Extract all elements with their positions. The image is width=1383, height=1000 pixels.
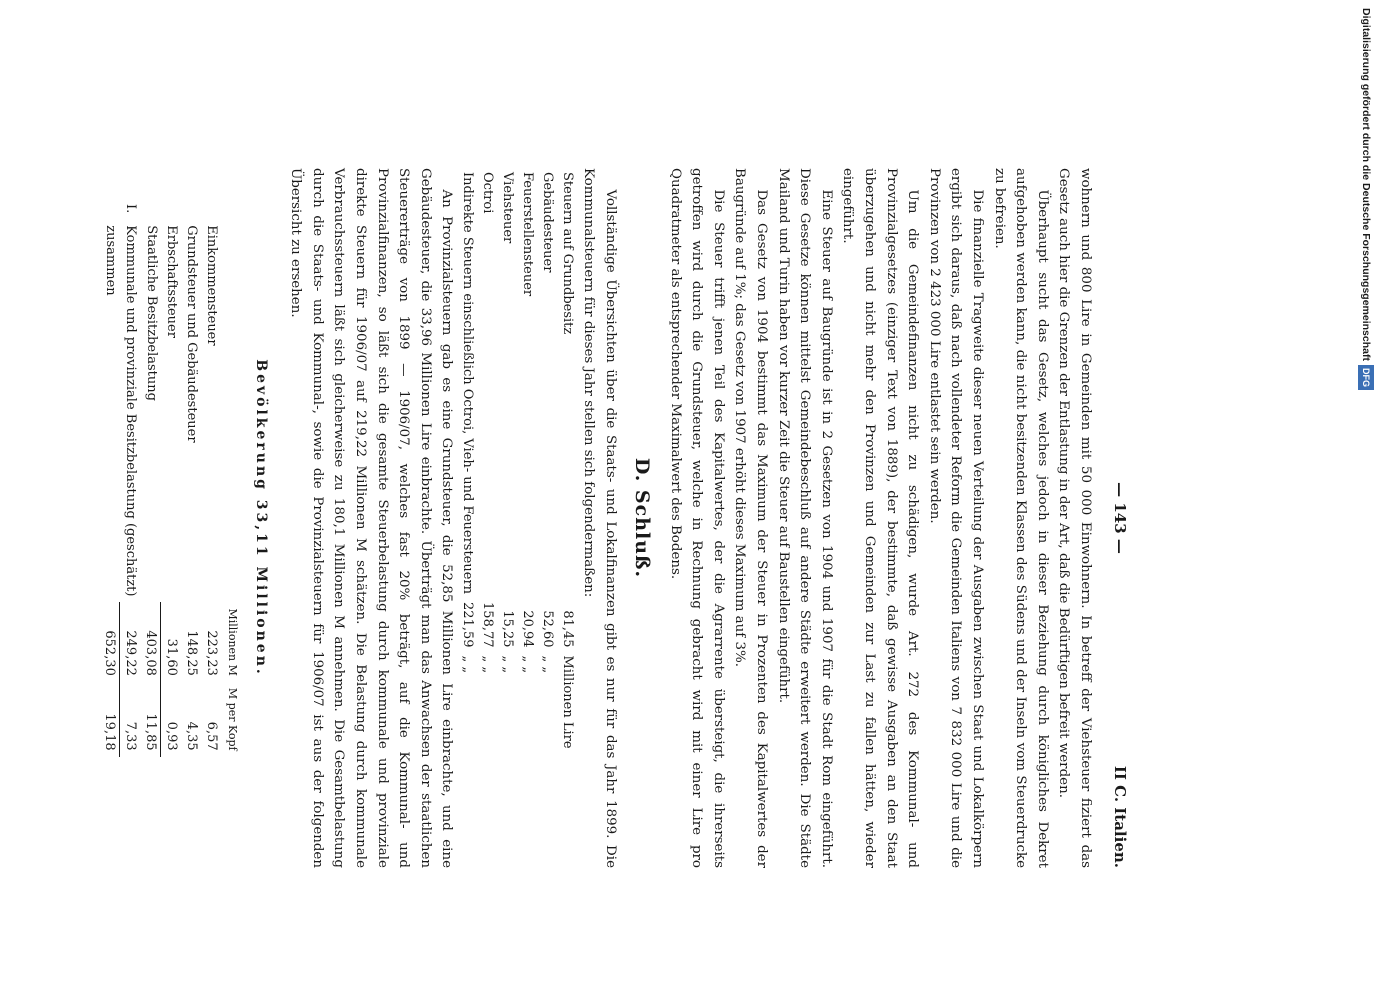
table-row — [161, 198, 182, 757]
row-unit: „ „ — [540, 655, 556, 674]
row-label: Steuern auf Grundbesitz — [560, 172, 576, 335]
row-prefix — [161, 198, 182, 219]
row-label: Einkommensteuer — [204, 225, 220, 346]
row-value: 221,59 — [460, 602, 476, 648]
column-header: M per Kopf — [226, 687, 239, 751]
table-row — [457, 168, 477, 753]
row-label: zusammen — [102, 225, 118, 296]
table-row — [140, 198, 161, 757]
paragraph: Das Gesetz von 1904 bestimmt das Maximum der Steuer in Prozenten des Kapitalwertes der Baugründe auf 1%; das Gesetz von 1907 erhöht dieses Maximum auf 3%. — [732, 168, 770, 868]
document-page — [102, 168, 1130, 868]
table-row — [537, 168, 557, 753]
row-label: Feuerstellensteuer — [520, 172, 536, 297]
section-heading: D. Schluß. — [631, 457, 654, 579]
paragraph: Vollständige Übersichten über die Staats- und Lokalfinanzen gibt es nur für das Jahr 1899. Die Kommunalsteuern für dieses Jahr stellen sich folgendermaßen: — [580, 168, 618, 868]
row-label: Erbschaftssteuer — [164, 225, 180, 338]
row-per-head: 7,33 — [123, 721, 139, 751]
paragraph: Die finanzielle Tragweite dieser neuen Verteilung der Ausgaben zwischen Staat und Lokalkörpern ergibt sich daraus, daß nach vollendeter Reform die Gemeinden Italiens von 7 832 000 Lire und die Provinzen von 2 423 000 Lire entlastet sein werden. — [926, 168, 986, 868]
row-prefix: I. — [123, 204, 139, 214]
row-label: Gebäudesteuer — [540, 172, 556, 273]
row-unit: „ „ — [480, 655, 496, 674]
row-value: 81,45 — [560, 610, 576, 648]
paragraph: An Provinzialsteuern gab es eine Grundsteuer, die 52,85 Millionen Lire einbrachte, und eine Gebäudesteuer, die 33,96 Millionen Lire einbrachte. Überträgt man das Anwachsen der staatlichen Steuererträge von 1899 — 1906/07, welches fast 20% beträgt, auf die Kommunal- und Provinzialfinanzen, so läßt sich die gesamte Steuerbelastung durch kommunale und provinziale direkte Steuern für 1906/07 auf 219,22 Millionen M schätzen. Die Belastung durch kommunale Verbrauchssteuern läßt sich gleicherweise zu 180,1 Millionen M annehmen. Die Gesamtbelastung durch die Staats- und Kommunal-, sowie die Provinzialsteuern für 1906/07 ist aus der folgenden Übersicht zu ersehen. — [288, 168, 455, 868]
paragraph: Die Steuer trifft jenen Teil des Kapitalwertes, der die Agrarrente übersteigt, die ihrerseits getroffen wird durch die Grundsteuer, welche in Rechnung gebracht wird mit einer Lire pro Quadratmeter als entsprechender Maximalwert des Bodens. — [667, 168, 726, 868]
table-row — [557, 168, 577, 753]
paragraph: Überhaupt sucht das Gesetz, welches jedoch in dieser Beziehung durch königliches Dekret aufgehoben werden kann, die nicht besitzenden Klassen des Südens und der Inseln vom Steuerdrucke zu befreien. — [991, 168, 1050, 868]
paragraph: Eine Steuer auf Baugründe ist in 2 Gesetzen von 1904 und 1907 für die Stadt Rom eingeführt. Diese Gesetze können mittelst Gemeindebeschluß auf andere Städte erweitert werden. Die Städte Mailand und Turin haben vor kurzer Zeit die Steuer auf Baustellen eingeführt. — [775, 168, 834, 868]
communal-tax-table — [457, 168, 577, 753]
row-label: Viehsteuer — [500, 172, 516, 244]
row-value: 15,25 — [500, 610, 516, 648]
running-section-title: II C. Italien. — [1111, 765, 1129, 868]
row-prefix — [140, 198, 161, 219]
row-per-head: 0,93 — [164, 721, 180, 751]
table-header-row — [221, 198, 243, 757]
page-header — [1102, 168, 1130, 868]
row-prefix — [99, 198, 120, 219]
digitization-credit — [1358, 8, 1374, 988]
row-millions: 223,23 — [204, 630, 220, 676]
row-per-head: 19,18 — [99, 682, 120, 757]
row-label: Octroi — [480, 172, 496, 214]
row-value: 52,60 — [540, 610, 556, 648]
population-heading: Bevölkerung 33,11 Millionen. — [252, 359, 269, 677]
row-label: Kommunale und provinziale Besitzbelastung (geschätzt) — [123, 225, 139, 597]
row-millions: 652,30 — [99, 602, 120, 681]
paragraph: Um die Gemeindefinanzen nicht zu schädigen, wurde Art. 272 des Kommunal- und Provinzialgesetzes (einziger Text von 1889), der bestimmte, daß gewisse Ausgaben an den Staat überzugehen und nicht mehr den Provinzen und Gemeinden zur Last zu fallen hätten, wieder eingeführt. — [840, 168, 921, 868]
table-row — [99, 198, 120, 757]
column-header: Millionen M — [226, 608, 239, 676]
row-prefix — [201, 198, 221, 219]
tax-burden-table — [99, 198, 243, 757]
row-per-head: 11,85 — [140, 682, 161, 757]
row-prefix — [181, 198, 201, 219]
rotated-page — [102, 168, 1130, 868]
page-number: — 143 — — [1111, 482, 1129, 554]
row-value: 158,77 — [480, 602, 496, 648]
row-millions: 31,60 — [164, 638, 180, 676]
row-value: 20,94 — [520, 610, 536, 648]
row-per-head: 6,57 — [204, 721, 220, 751]
row-millions: 403,08 — [140, 602, 161, 681]
dfg-logo: DFG — [1358, 365, 1374, 390]
row-label: Staatliche Besitzbelastung — [143, 225, 159, 401]
credit-text: Digitalisierung gefördert durch die Deutsche Forschungsgemeinschaft — [1360, 8, 1372, 361]
paragraph: wohnern und 800 Lire in Gemeinden mit 50 000 Einwohnern. In betreff der Viehsteuer fiziert das Gesetz auch hier die Grenzen der Entlastung in der Art, daß die Bedürftigen befreit werden. — [1056, 168, 1093, 868]
table-row — [201, 198, 221, 757]
table-row — [517, 168, 537, 753]
row-millions: 249,22 — [123, 630, 139, 676]
table-row — [120, 198, 141, 757]
row-per-head: 4,35 — [184, 721, 200, 751]
row-label: Grundsteuer und Gebäudesteuer — [184, 225, 200, 443]
table-row — [181, 198, 201, 757]
row-unit: „ „ — [460, 655, 476, 674]
row-unit: Millionen Lire — [560, 655, 576, 749]
row-label: Indirekte Steuern einschließlich Octroi, Vieh- und Feuersteuern — [460, 172, 476, 595]
row-millions: 148,25 — [184, 630, 200, 676]
table-row — [497, 168, 517, 753]
table-row — [477, 168, 497, 753]
row-unit: „ „ — [500, 655, 516, 674]
row-unit: „ „ — [520, 655, 536, 674]
